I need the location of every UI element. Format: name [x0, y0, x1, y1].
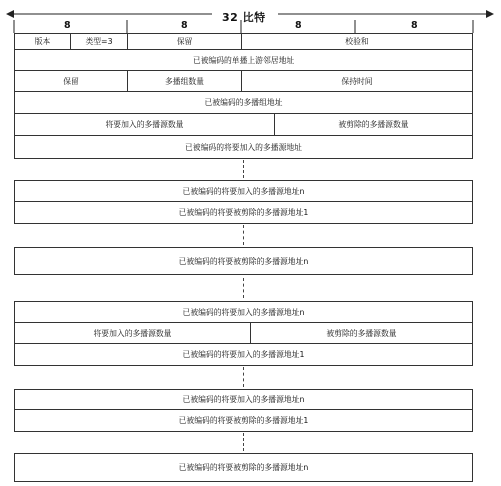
row-join-source — [14, 136, 473, 159]
ellipsis-2 — [243, 225, 246, 245]
field-reserved: 保留 — [128, 34, 242, 49]
row-group-info — [14, 71, 473, 92]
field-width-3: 8 — [295, 20, 302, 31]
field-group-count: 多播组数量 — [128, 71, 242, 91]
field-group-address: 已被编码的多播组地址 — [204, 98, 283, 107]
row-prune-source-1 — [14, 202, 473, 224]
field-join-source-n-3: 已被编码的将要加入的多播源地址n — [182, 395, 305, 404]
ruler-arrow-left-icon — [6, 10, 14, 18]
field-upstream-neighbor: 已被编码的单播上游邻居地址 — [192, 55, 295, 65]
field-width-2: 8 — [181, 20, 188, 31]
row-group-address — [14, 92, 473, 114]
field-prune-source-1: 已被编码的将要被剪除的多播源地址1 — [178, 208, 309, 217]
ruler-arrow-right-icon — [486, 10, 494, 18]
ellipsis-4 — [243, 367, 246, 387]
field-prune-count-2: 被剪除的多播源数量 — [326, 328, 397, 338]
row-prune-source-n — [14, 247, 473, 275]
field-version: 版本 — [15, 34, 71, 49]
field-prune-source-1-2: 已被编码的将要被剪除的多播源地址1 — [178, 416, 309, 425]
row-prune-source-n-2 — [14, 453, 473, 482]
field-prune-source-n: 已被编码的将要被剪除的多播源地址n — [178, 256, 309, 266]
field-join-source-1: 已被编码的将要加入的多播源地址1 — [182, 350, 305, 359]
field-join-source-n: 已被编码的将要加入的多播源地址n — [182, 186, 305, 196]
row-join-source-n-2 — [14, 301, 473, 323]
field-join-count-2: 将要加入的多播源数量 — [15, 323, 251, 343]
field-hold-time: 保持时间 — [341, 76, 373, 86]
field-join-source-n-2: 已被编码的将要加入的多播源地址n — [182, 307, 305, 317]
row-header-fields — [14, 33, 473, 50]
row-upstream-neighbor — [14, 50, 473, 71]
field-checksum: 校验和 — [345, 37, 369, 46]
row-join-source-n-3 — [14, 389, 473, 410]
field-join-source: 已被编码的将要加入的多播源地址 — [185, 142, 302, 152]
row-prune-source-1-2 — [14, 410, 473, 432]
field-width-4: 8 — [411, 20, 418, 31]
row-source-counts — [14, 114, 473, 136]
row-join-source-1 — [14, 344, 473, 366]
field-prune-source-n-2: 已被编码的将要被剪除的多播源地址n — [178, 463, 309, 472]
field-join-count: 将要加入的多播源数量 — [15, 114, 275, 135]
field-prune-count: 被剪除的多播源数量 — [338, 120, 409, 129]
ellipsis-5 — [243, 433, 246, 451]
field-reserved-2: 保留 — [15, 71, 128, 91]
row-join-source-n — [14, 180, 473, 202]
row-source-counts-2 — [14, 323, 473, 344]
ellipsis-3 — [243, 278, 246, 298]
ellipsis-1 — [243, 160, 246, 178]
field-width-1: 8 — [64, 20, 71, 31]
total-bits-label: 32 比特 — [222, 11, 266, 24]
field-type: 类型=3 — [71, 34, 128, 49]
